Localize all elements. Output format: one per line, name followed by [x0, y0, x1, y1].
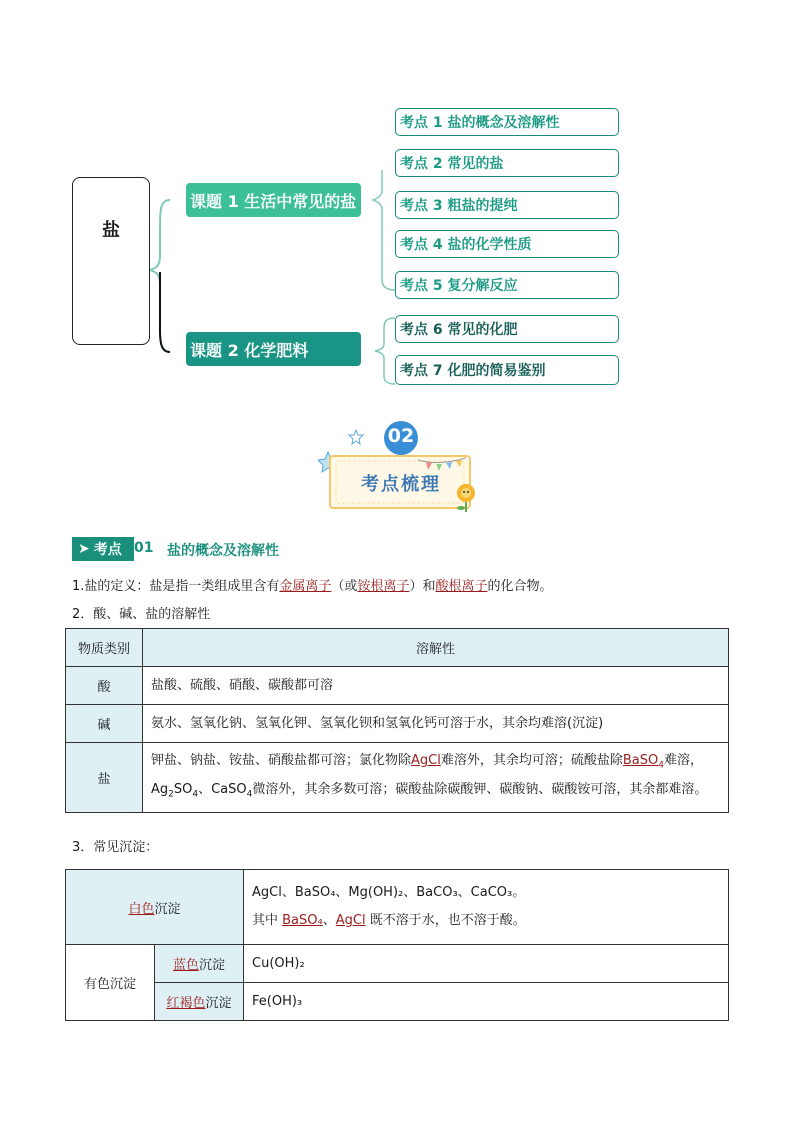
salt-text: 钾盐、钠盐、铵盐、硝酸盐都可溶；氯化物除 [151, 753, 412, 768]
point-2-label: 考点 2 常见的盐 [400, 156, 504, 172]
white-precip-label [66, 870, 244, 945]
salt-text: 微溶外，其余多数可溶；碳酸盐除碳酸钾、碳酸钠、碳酸铵可溶，其余都难溶。 [252, 781, 708, 797]
solubility-table [65, 628, 729, 813]
term-metal-ion: 金属离子 [279, 579, 332, 594]
table-row [66, 667, 729, 705]
term-agcl: AgCl [335, 913, 366, 928]
base-solubility: 氨水、氢氧化钠、氢氧化钾、氢氧化钡和氢氧化钙可溶于水，其余均难溶(沉淀) [143, 705, 729, 743]
table-row [66, 870, 729, 945]
lesson-1-box [186, 183, 361, 217]
point-7-label: 考点 7 化肥的简易鉴别 [400, 363, 546, 379]
point-1-box [395, 108, 619, 136]
term-blue: 蓝色 [172, 958, 199, 973]
blue-precip-label [155, 945, 244, 983]
topic-tag-label: 考点 [93, 542, 122, 558]
table-row [66, 705, 729, 743]
table-row [66, 983, 729, 1021]
label-text: 沉淀 [199, 958, 226, 973]
point-6-box [395, 315, 619, 343]
table-row [66, 945, 729, 983]
term-acid-radical-ion: 酸根离子 [435, 579, 488, 594]
term-agcl: AgCl [411, 753, 441, 768]
label-text: 沉淀 [154, 901, 181, 917]
arrow-icon: ➤ [78, 541, 90, 557]
white-precip-note [252, 910, 720, 932]
white-precip-content [244, 870, 729, 945]
table-header-row [66, 629, 729, 667]
definition-text: ）和 [409, 579, 436, 594]
sunflower-icon [457, 484, 475, 512]
definition-paragraph [72, 575, 553, 594]
header-solubility: 溶解性 [143, 629, 729, 667]
topic-title: 盐的概念及溶解性 [167, 543, 279, 559]
point-2-box [395, 149, 619, 177]
point-7-box [395, 355, 619, 385]
label-text: 沉淀 [205, 996, 232, 1011]
blue-precip-formula: Cu(OH)₂ [244, 945, 729, 983]
salt-solubility: 钾盐、钠盐、铵盐、硝酸盐都可溶；氯化物除AgCl难溶外，其余均可溶；硫酸盐除BaSO$_4$难溶，$Ag_2SO_4$、CaSO$_4$微溶外，其余多数可溶；碳酸盐除碳酸钾、碳酸钠、碳酸铵可溶，其余都难溶。 [143, 743, 729, 813]
salt-text: 难溶外，其余均可溶；硫酸盐除 [440, 753, 623, 768]
root-topic-label: 盐 [102, 220, 120, 241]
red-precip-formula: Fe(OH)₃ [244, 983, 729, 1021]
definition-text: （或 [331, 579, 358, 594]
header-category: 物质类别 [66, 629, 143, 667]
note-text: 其中 [252, 913, 283, 928]
precipitate-table [65, 869, 729, 1021]
point-4-box [395, 230, 619, 258]
row-label-acid: 酸 [66, 667, 143, 705]
definition-text: 的化合物。 [487, 579, 553, 594]
point-1-label: 考点 1 盐的概念及溶解性 [400, 115, 560, 131]
lesson-2-label: 课题 2 化学肥料 [190, 340, 309, 360]
root-topic-box [72, 177, 150, 345]
term-baso4: BaSO$_4$ [622, 753, 664, 771]
row-label-salt: 盐 [66, 743, 143, 813]
point-4-label: 考点 4 盐的化学性质 [400, 237, 532, 253]
acid-solubility: 盐酸、硫酸、硝酸、碳酸都可溶 [143, 667, 729, 705]
banner-title: 考点梳理 [361, 474, 441, 495]
white-precip-list: AgCl、BaSO₄、Mg(OH)₂、BaCO₃、CaCO₃。 [252, 885, 526, 900]
table-row [66, 743, 729, 813]
definition-text: 1.盐的定义：盐是指一类组成里含有 [72, 579, 280, 594]
term-white: 白色 [128, 901, 155, 917]
point-3-label: 考点 3 粗盐的提纯 [400, 198, 518, 214]
note-text: 、 [322, 913, 336, 928]
section-banner [318, 420, 480, 515]
precip-heading: 3．常见沉淀： [72, 840, 159, 855]
term-baso4: BaSO₄ [282, 913, 323, 928]
salt-text: 、CaSO [198, 781, 247, 797]
lesson-2-box [186, 332, 361, 366]
row-label-base: 碱 [66, 705, 143, 743]
term-ammonium-ion: 铵根离子 [357, 579, 410, 594]
lesson-1-label: 课题 1 生活中常见的盐 [190, 191, 357, 211]
point-5-box [395, 271, 619, 299]
formula-text: BaSO [622, 753, 659, 768]
term-red-brown: 红褐色 [166, 996, 206, 1011]
topic-number: 01 [134, 540, 154, 556]
point-5-label: 考点 5 复分解反应 [400, 278, 518, 294]
colored-precip-label: 有色沉淀 [66, 945, 155, 1021]
banner-number: 02 [387, 425, 415, 447]
note-text: 既不溶于水，也不溶于酸。 [365, 913, 526, 928]
point-6-label: 考点 6 常见的化肥 [400, 322, 518, 338]
salt-text: SO [173, 781, 193, 797]
topic-tag [72, 537, 134, 561]
red-precip-label [155, 983, 244, 1021]
solubility-heading: 2．酸、碱、盐的溶解性 [72, 607, 211, 622]
salt-text: 难溶，Ag [151, 753, 703, 797]
point-3-box [395, 191, 619, 219]
